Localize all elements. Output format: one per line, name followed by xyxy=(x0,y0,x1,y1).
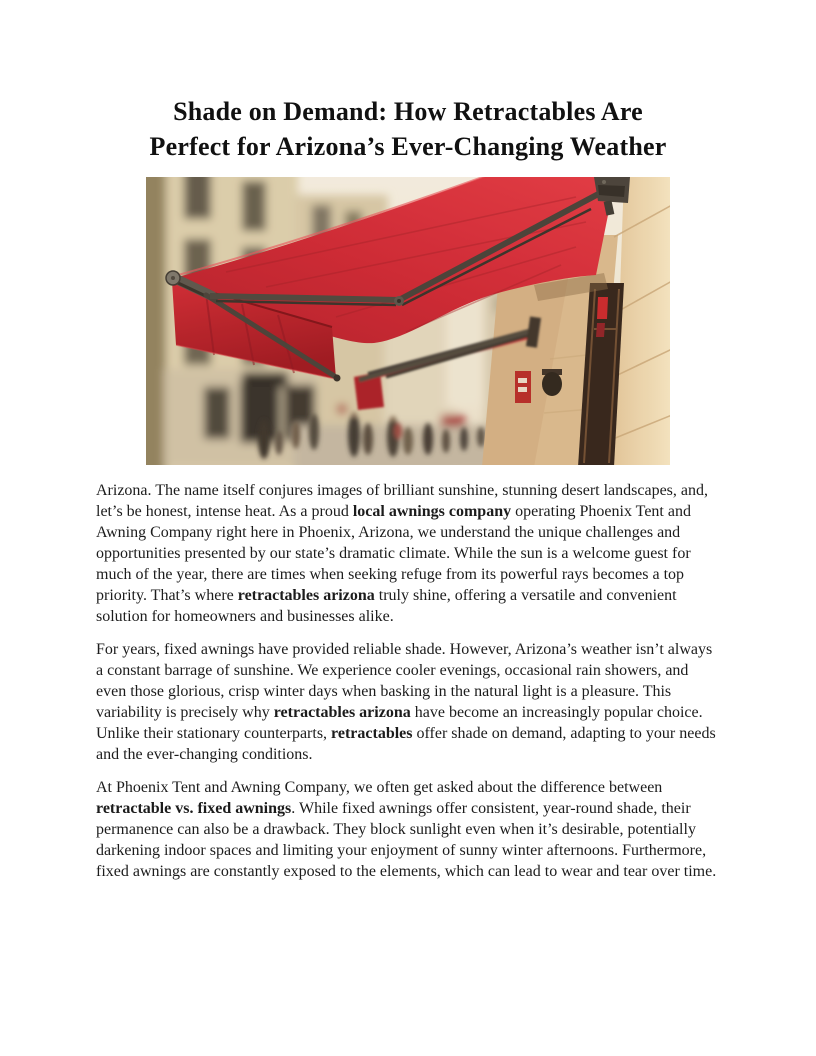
warm-tint-overlay xyxy=(146,177,670,465)
awnings-photo-illustration xyxy=(146,177,670,465)
text-run: Arizona. The name itself conjures images of brilliant sunshine, stunning desert landscapes, and, let’s be honest, intense heat. As a proud xyxy=(96,482,708,520)
paragraph xyxy=(96,777,720,882)
paragraph xyxy=(96,639,720,765)
bold-keyword: retractables arizona xyxy=(237,587,375,604)
text-run: At Phoenix Tent and Awning Company, we often get asked about the difference between xyxy=(96,779,663,796)
hero-image-red-awnings xyxy=(146,177,670,465)
text-run: have become an increasingly popular choice. Unlike their stationary counterparts, xyxy=(96,704,703,742)
text-run: . While fixed awnings offer consistent, year-round shade, their permanence can also be a drawback. They block sunlight even when it’s desirable, potentially darkening indoor spaces and limiting your enjoyment of sunny winter afternoons. Furthermore, fixed awnings are constantly exposed to the elements, which can lead to wear and tear over time. xyxy=(96,800,717,880)
text-run: operating Phoenix Tent and Awning Company right here in Phoenix, Arizona, we understand the unique challenges and opportunities presented by our state’s dramatic climate. While the sun is a welcome guest for much of the year, there are times when seeking refuge from its powerful rays becomes a top priority. That’s where xyxy=(96,503,691,604)
article-body xyxy=(96,480,720,882)
title-line-2: Perfect for Arizona’s Ever-Changing Weather xyxy=(149,132,667,161)
bold-keyword: retractables xyxy=(331,725,413,742)
article-title xyxy=(96,94,720,164)
paragraph xyxy=(96,480,720,627)
bold-keyword: retractable vs. fixed awnings xyxy=(96,800,292,817)
title-line-1: Shade on Demand: How Retractables Are xyxy=(173,97,643,126)
bold-keyword: retractables arizona xyxy=(273,704,411,721)
text-run: For years, fixed awnings have provided reliable shade. However, Arizona’s weather isn’t always a constant barrage of sunshine. We experience cooler evenings, occasional rain showers, and even those glorious, crisp winter days when basking in the natural light is a pleasure. This variability is precisely why xyxy=(96,641,713,721)
text-run: offer shade on demand, adapting to your needs and the ever-changing conditions. xyxy=(96,725,716,763)
bold-keyword: local awnings company xyxy=(352,503,512,520)
text-run: truly shine, offering a versatile and convenient solution for homeowners and businesses alike. xyxy=(96,587,677,625)
